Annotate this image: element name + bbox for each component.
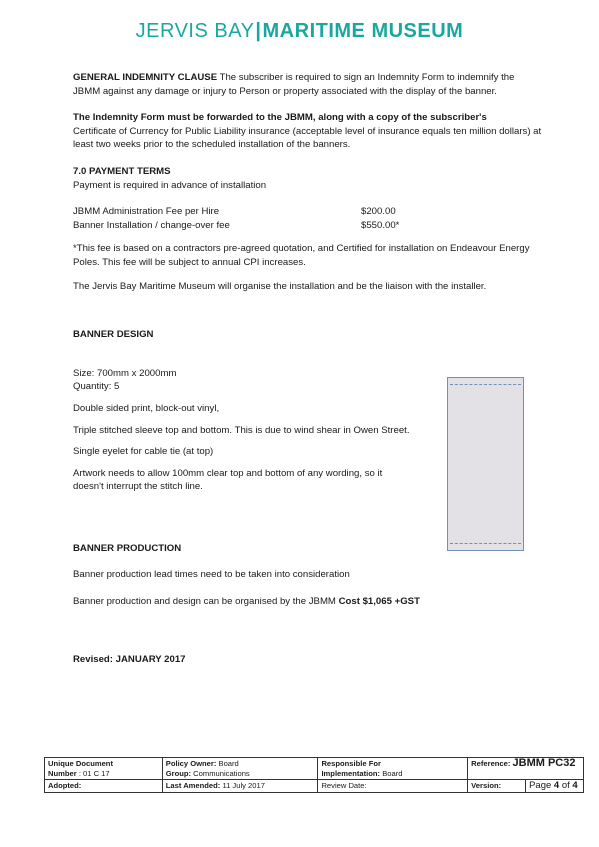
header-name-bold: MARITIME MUSEUM (262, 20, 464, 42)
production-heading: BANNER PRODUCTION (73, 542, 182, 554)
production-cost: Cost $1,065 +GST (338, 596, 420, 608)
production-lead: Banner production lead times need to be taken into consideration (73, 569, 350, 581)
forward-paragraph (73, 111, 543, 152)
document-body (73, 71, 543, 666)
fee-amount: $200.00 (361, 206, 396, 218)
footer-row (45, 758, 584, 780)
footer-row (45, 780, 584, 793)
design-print: Double sided print, block-out vinyl, (73, 402, 220, 414)
bottom-stitch-line (450, 543, 521, 544)
top-stitch-line (450, 384, 521, 385)
indemnity-text: The subscriber is required to sign an Indemnity Form to indemnify the JBMM against any damage or injury to Person or property associated with the display of the banner. (73, 72, 515, 97)
header-separator: | (255, 20, 262, 42)
responsible-cell: Responsible For Implementation: Board (318, 758, 468, 780)
indemnity-label: GENERAL INDEMNITY CLAUSE (73, 72, 218, 83)
version-cell: Version: (468, 780, 526, 793)
page-header (0, 20, 599, 43)
design-artwork: Artwork needs to allow 100mm clear top and bottom of any wording, so it doesn't interrupt the stitch line. (73, 467, 383, 493)
payment-intro: Payment is required in advance of installation (73, 179, 267, 191)
fee-label: Banner Installation / change-over fee (73, 219, 230, 231)
review-date-cell: Review Date: (318, 780, 468, 793)
payment-heading: 7.0 PAYMENT TERMS (73, 165, 171, 177)
fee-note: *This fee is based on a contractors pre-agreed quotation, and Certified for installation on Endeavour Energy Poles. This fee will be subject to annual CPI increases. (73, 243, 530, 268)
fee-amount: $550.00* (361, 219, 400, 231)
reference-cell: Reference: JBMM PC32 (468, 758, 584, 780)
design-quantity: Quantity: 5 (73, 381, 120, 393)
header-name-light: JERVIS BAY (135, 20, 255, 42)
production-organise (73, 595, 543, 609)
forward-bold: The Indemnity Form must be forwarded to the JBMM, along with a copy of the subscriber's (73, 112, 487, 124)
design-size: Size: 700mm x 2000mm (73, 367, 177, 379)
liaison-text: The Jervis Bay Maritime Museum will organise the installation and be the liaison with the installer. (73, 280, 487, 292)
fee-row (73, 205, 543, 219)
design-heading: BANNER DESIGN (73, 329, 154, 341)
revised-date: Revised: JANUARY 2017 (73, 653, 186, 665)
fee-row (73, 219, 543, 233)
policy-owner-cell: Policy Owner: Board Group: Communications (162, 758, 318, 780)
adopted-cell: Adopted: (45, 780, 163, 793)
design-stitch: Triple stitched sleeve top and bottom. This is due to wind shear in Owen Street. (73, 424, 410, 436)
unique-document-cell: Unique Document Number : 01 C 17 (45, 758, 163, 780)
page-number-cell: Page 4 of 4 (526, 780, 584, 793)
fee-list (73, 205, 543, 232)
document-footer-table (44, 757, 584, 793)
design-eyelet: Single eyelet for cable tie (at top) (73, 446, 214, 458)
banner-diagram (447, 377, 524, 551)
last-amended-cell: Last Amended: 11 July 2017 (162, 780, 318, 793)
indemnity-paragraph (73, 71, 543, 98)
forward-text: Certificate of Currency for Public Liability insurance (acceptable level of insurance equals ten million dollars) at least two weeks prior to the scheduled installation of the banners. (73, 125, 542, 151)
production-organise-text: Banner production and design can be organised by the JBMM (73, 596, 339, 608)
fee-label: JBMM Administration Fee per Hire (73, 206, 220, 218)
